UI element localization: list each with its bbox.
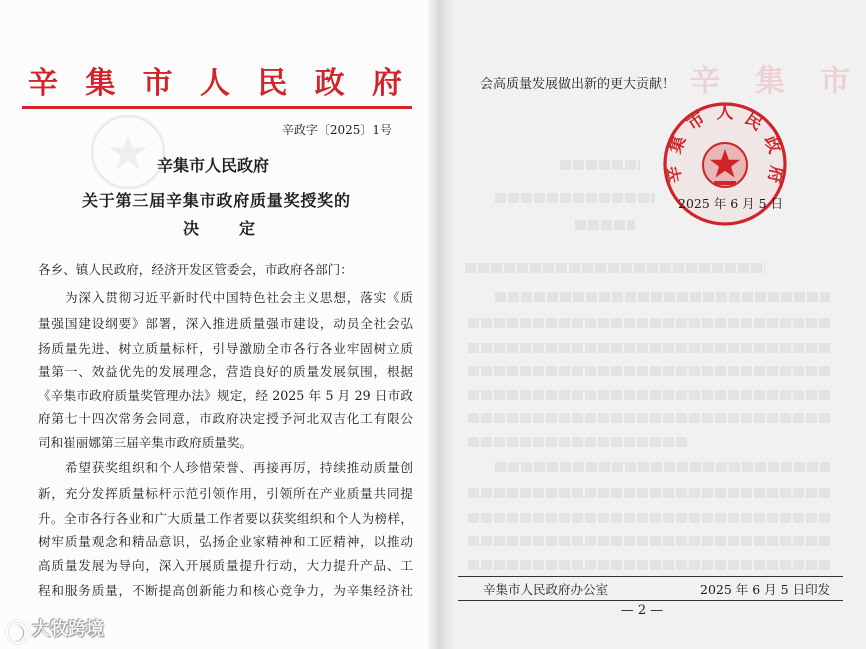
title-line-issuer: 辛集市人民政府 [156, 156, 269, 175]
footer-bottom-rule [458, 600, 843, 601]
salutation: 各乡、镇人民政府，经济开发区管委会，市政府各部门： [38, 262, 353, 277]
paragraph-line: 树牢质量观念和精品意识，弘扬企业家精神和工匠精神，以推动 [38, 534, 413, 549]
bleed-through-line [468, 488, 830, 498]
bleed-through-letterhead: 辛 集 市 [690, 64, 850, 99]
footer-top-rule [458, 576, 843, 577]
paragraph-line: 高质量发展为导向，深入开展质量提升行动，大力提升产品、工 [38, 558, 413, 573]
paragraph-line: 量强国建设纲要》部署，深入推进质量强市建设，动员全社会弘 [38, 316, 413, 331]
official-seal-icon [660, 99, 790, 229]
letterhead: 辛集市人民政府 [28, 66, 402, 101]
paragraph-line: 《辛集市政府质量奖管理办法》规定，经 2025 年 5 月 29 日市政 [38, 388, 413, 403]
bleed-through-line [465, 263, 765, 273]
paragraph-line: 司和崔丽娜第三届辛集市政府质量奖。 [38, 435, 253, 450]
paragraph-line: 量第一、效益优先的发展理念，营造良好的质量发展氛围，根据 [38, 364, 413, 379]
bleed-through-line [468, 390, 830, 400]
bleed-through-line [468, 343, 830, 353]
paragraph-line: 扬质量先进、树立质量标杆，引导激励全市各行各业牢固树立质 [38, 341, 413, 356]
bleed-through-seal-icon [88, 112, 168, 192]
bleed-through-line [575, 220, 635, 230]
page-gutter [428, 0, 454, 649]
bleed-through-line [468, 437, 688, 447]
bleed-through-line [468, 318, 830, 328]
footer-print-date: 2025 年 6 月 5 日印发 [700, 582, 831, 597]
bleed-through-line [468, 366, 830, 376]
paragraph-line: 程和服务质量，不断提高创新能力和核心竞争力，为辛集经济社 [38, 583, 413, 598]
bleed-through-line [495, 193, 655, 203]
bleed-through-line [468, 536, 830, 546]
paragraph-line: 为深入贯彻习近平新时代中国特色社会主义思想，落实《质 [65, 290, 413, 305]
document-number: 辛政字〔2025〕1号 [281, 123, 392, 137]
bleed-through-line [495, 292, 830, 302]
seal-emblem-base [714, 181, 736, 185]
title-line-subject: 关于第三届辛集市政府质量奖授奖的 [82, 191, 350, 210]
seal-text-path: 辛集市人民政府 [663, 102, 787, 185]
bleed-through-line [560, 160, 640, 170]
paragraph-line: 升。全市各行各业和广大质量工作者要以获奖组织和个人为榜样， [38, 511, 413, 526]
paragraph-line: 府第七十四次常务会同意，市政府决定授予河北双吉化工有限公 [38, 411, 413, 426]
page-number: — 2 — [620, 603, 664, 618]
title-line-type: 决 定 [183, 219, 255, 238]
watermark-logo-icon [6, 620, 30, 644]
letterhead-red-rule [22, 106, 412, 109]
bleed-through-line [468, 513, 830, 523]
bleed-through-line [468, 413, 830, 423]
bleed-through-line [468, 560, 830, 570]
paragraph-line: 希望获奖组织和个人珍惜荣誉、再接再厉，持续推动质量创 [65, 460, 413, 475]
footer-issuer: 辛集市人民政府办公室 [483, 582, 609, 597]
continued-text: 会高质量发展做出新的更大贡献！ [480, 77, 676, 92]
watermark-text: 大牧跨境 [32, 619, 104, 640]
paragraph-line: 新，充分发挥质量标杆示范引领作用，引领所在产业质量共同提 [38, 486, 413, 501]
bleed-through-line [495, 462, 830, 472]
